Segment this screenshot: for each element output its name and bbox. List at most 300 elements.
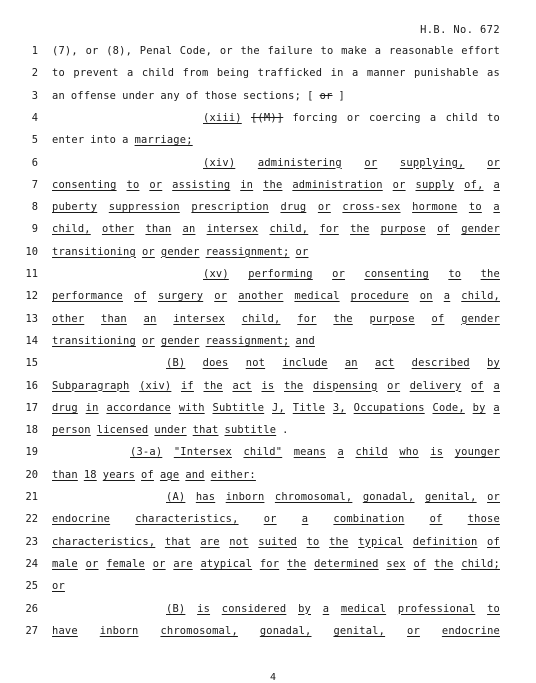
text-word: effort xyxy=(461,45,500,57)
text-word: or xyxy=(85,45,99,57)
text-word: make xyxy=(341,45,367,57)
underlined-text: years xyxy=(102,468,136,481)
underlined-text: gender xyxy=(461,312,500,325)
bill-number-header: H.B. No. 672 xyxy=(420,24,500,36)
text-word: failure xyxy=(267,45,313,57)
underlined-text: the xyxy=(480,268,500,280)
line-text xyxy=(52,536,500,548)
line-text xyxy=(52,625,500,637)
underlined-text: administering xyxy=(257,156,342,169)
underlined-text: genital, xyxy=(333,624,386,637)
underlined-text: supply xyxy=(415,178,455,191)
underlined-text: (B) xyxy=(166,357,186,370)
underlined-text: considered xyxy=(221,602,287,615)
underlined-text: to xyxy=(448,268,462,280)
line-text xyxy=(166,491,500,503)
underlined-text: delivery xyxy=(409,379,462,392)
underlined-text: or xyxy=(149,178,163,191)
underlined-text: or xyxy=(364,156,378,169)
document-line xyxy=(0,469,536,485)
text-word: Code, xyxy=(179,45,213,57)
text-word: from xyxy=(182,67,209,80)
line-number: 5 xyxy=(31,134,38,147)
underlined-text: those xyxy=(467,513,500,526)
underlined-text: and xyxy=(295,334,315,347)
underlined-text: or xyxy=(141,245,155,258)
line-number: 6 xyxy=(31,156,38,169)
underlined-text: include xyxy=(282,357,328,370)
underlined-text: or xyxy=(487,491,500,503)
underlined-text: who xyxy=(399,446,419,459)
underlined-text: reassignment; xyxy=(205,334,290,347)
underlined-text: chromosomal, xyxy=(160,624,238,637)
text-word: (8), xyxy=(106,45,133,57)
underlined-text: that xyxy=(164,535,191,548)
underlined-text: gender xyxy=(160,334,200,347)
underlined-text: the xyxy=(263,178,283,191)
underlined-text: another xyxy=(238,290,284,303)
underlined-text: the xyxy=(329,535,349,548)
underlined-text: not xyxy=(245,357,266,370)
underlined-text: the xyxy=(286,557,307,570)
underlined-text: professional xyxy=(397,602,476,615)
text-word: punishable xyxy=(414,67,479,80)
text-word: manner xyxy=(366,67,406,80)
underlined-text: 3, xyxy=(332,401,346,414)
line-text xyxy=(52,90,500,102)
underlined-text: or xyxy=(332,268,346,280)
underlined-text: an xyxy=(344,357,358,370)
underlined-text: characteristics, xyxy=(52,535,156,548)
underlined-text: gonadal, xyxy=(362,491,415,503)
underlined-text: a xyxy=(301,513,309,526)
text-word: in xyxy=(330,67,344,80)
document-line xyxy=(0,290,536,306)
underlined-text: described xyxy=(411,357,470,370)
line-text xyxy=(52,380,500,392)
underlined-text: or xyxy=(387,379,401,392)
underlined-text: female xyxy=(106,557,145,570)
underlined-text: intersex xyxy=(173,312,225,325)
underlined-text: administration xyxy=(292,178,383,191)
text-word: any xyxy=(160,89,180,102)
underlined-text: (xiii) xyxy=(203,111,242,124)
underlined-text: with xyxy=(178,401,205,414)
underlined-text: typical xyxy=(358,535,404,548)
line-number: 21 xyxy=(25,491,38,503)
underlined-text: by xyxy=(472,401,486,414)
underlined-text: in xyxy=(240,178,254,191)
document-line xyxy=(0,313,536,329)
underlined-text: suppression xyxy=(108,201,180,214)
underlined-text: inborn xyxy=(99,624,139,637)
underlined-text: 18 xyxy=(83,468,97,481)
underlined-text: an xyxy=(182,223,196,236)
text-word: trafficked xyxy=(257,67,323,80)
line-number: 26 xyxy=(25,602,38,615)
line-text xyxy=(130,446,500,458)
line-text xyxy=(52,335,500,347)
underlined-text: of xyxy=(431,312,445,325)
underlined-text: by xyxy=(487,357,500,370)
underlined-text: a xyxy=(493,379,500,392)
underlined-text: either: xyxy=(210,468,256,481)
underlined-text: the xyxy=(350,223,370,236)
document-line xyxy=(0,201,536,217)
underlined-text: are xyxy=(173,557,193,570)
underlined-text: for xyxy=(259,557,280,570)
line-text xyxy=(52,45,500,57)
underlined-text: of xyxy=(141,468,154,481)
underlined-text: means xyxy=(293,446,326,459)
underlined-text: Subparagraph xyxy=(52,379,130,392)
line-text xyxy=(52,201,500,213)
line-text xyxy=(52,246,500,258)
underlined-text: to xyxy=(468,201,482,214)
line-text xyxy=(203,157,500,169)
underlined-text: or xyxy=(52,580,65,593)
underlined-text: combination xyxy=(333,513,405,526)
underlined-text: a xyxy=(493,401,500,414)
line-text xyxy=(52,179,500,191)
underlined-text: intersex xyxy=(206,223,259,236)
line-text xyxy=(52,424,500,436)
line-text xyxy=(52,67,500,79)
underlined-text: child, xyxy=(52,223,91,236)
text-word: a xyxy=(127,67,134,80)
document-line xyxy=(0,335,536,351)
line-text xyxy=(52,558,500,570)
underlined-text: child, xyxy=(269,223,309,236)
underlined-text: puberty xyxy=(52,201,98,214)
underlined-text: a xyxy=(493,178,500,191)
text-word: coercing xyxy=(369,111,421,124)
underlined-text: has xyxy=(195,491,216,503)
document-line xyxy=(0,402,536,418)
underlined-text: or xyxy=(214,290,228,303)
text-word: ] xyxy=(338,89,345,102)
text-word: to xyxy=(52,67,65,80)
line-number: 18 xyxy=(25,424,38,437)
underlined-text: does xyxy=(202,357,229,370)
line-number: 10 xyxy=(25,245,38,258)
line-number: 14 xyxy=(25,334,38,347)
underlined-text: of xyxy=(413,557,427,570)
underlined-text: drug xyxy=(280,201,307,214)
text-word: under xyxy=(122,89,155,102)
underlined-text: medical xyxy=(294,290,340,303)
underlined-text: other xyxy=(52,312,85,325)
underlined-text: if xyxy=(180,379,194,392)
underlined-text: Occupations xyxy=(353,401,425,414)
underlined-text: J, xyxy=(272,401,285,414)
underlined-text: Title xyxy=(292,401,326,414)
document-line xyxy=(0,357,536,373)
underlined-text: hormone xyxy=(412,201,458,214)
underlined-text: child" xyxy=(243,446,283,459)
line-number: 15 xyxy=(25,357,38,370)
text-word: or xyxy=(219,45,233,57)
line-number: 24 xyxy=(25,557,38,570)
underlined-text: or xyxy=(487,156,500,169)
document-line xyxy=(0,268,536,284)
underlined-text: inborn xyxy=(225,491,265,503)
underlined-text: under xyxy=(154,424,187,437)
line-number: 1 xyxy=(31,45,38,57)
document-line xyxy=(0,112,536,128)
underlined-text: a xyxy=(337,446,344,459)
underlined-text: (xiv) xyxy=(139,379,172,392)
underlined-text: to xyxy=(306,535,320,548)
underlined-text: or xyxy=(317,201,331,214)
text-word: the xyxy=(240,45,260,57)
underlined-text: or xyxy=(407,624,420,637)
underlined-text: person xyxy=(52,424,91,437)
text-word: reasonable xyxy=(388,45,454,57)
underlined-text: supplying, xyxy=(399,156,465,169)
document-line xyxy=(0,67,536,83)
underlined-text: that xyxy=(192,424,219,437)
underlined-text: (A) xyxy=(166,491,186,503)
underlined-text: performing xyxy=(248,268,313,280)
line-number: 11 xyxy=(25,268,38,280)
text-word: or xyxy=(346,111,360,124)
underlined-text: an xyxy=(143,312,157,325)
line-number: 27 xyxy=(25,624,38,637)
document-line xyxy=(0,513,536,529)
underlined-text: child xyxy=(355,446,388,459)
underlined-text: or xyxy=(263,513,277,526)
text-word: a xyxy=(122,134,129,147)
text-word: Penal xyxy=(139,45,173,57)
line-text xyxy=(203,268,500,280)
line-text xyxy=(52,290,500,302)
line-number: 16 xyxy=(25,379,38,392)
underlined-text: suited xyxy=(258,535,297,548)
page-number: 4 xyxy=(270,672,277,683)
text-word: into xyxy=(90,134,117,147)
underlined-text: on xyxy=(419,290,433,303)
underlined-text: gender xyxy=(160,245,200,258)
line-number: 22 xyxy=(25,513,38,526)
document-line xyxy=(0,558,536,574)
underlined-text: prescription xyxy=(191,201,269,214)
underlined-text: for xyxy=(319,223,339,236)
underlined-text: purpose xyxy=(380,223,426,236)
struck-text: [(M)] xyxy=(250,111,284,124)
underlined-text: Subtitle xyxy=(212,401,265,414)
underlined-text: performance xyxy=(52,290,124,303)
text-word: [ xyxy=(307,89,314,102)
line-number: 17 xyxy=(25,401,38,414)
line-number: 3 xyxy=(31,89,38,102)
underlined-text: the xyxy=(333,312,353,325)
underlined-text: is xyxy=(261,379,275,392)
underlined-text: medical xyxy=(340,602,387,615)
text-word: of xyxy=(185,89,199,102)
underlined-text: for xyxy=(297,312,317,325)
underlined-text: of, xyxy=(464,178,484,191)
underlined-text: are xyxy=(200,535,220,548)
underlined-text: is xyxy=(197,602,211,615)
underlined-text: than xyxy=(52,468,78,481)
underlined-text: (3-a) xyxy=(130,446,163,459)
line-text xyxy=(52,469,500,481)
underlined-text: male xyxy=(52,557,78,570)
text-word: to xyxy=(487,111,500,124)
underlined-text: transitioning xyxy=(52,334,136,347)
line-text xyxy=(52,134,500,146)
underlined-text: endocrine xyxy=(52,513,111,526)
text-word: (7), xyxy=(52,45,78,57)
underlined-text: have xyxy=(52,624,78,637)
line-text xyxy=(52,313,500,325)
underlined-text: chromosomal, xyxy=(274,491,353,503)
underlined-text: child, xyxy=(241,312,281,325)
underlined-text: a xyxy=(493,201,500,214)
underlined-text: not xyxy=(229,535,249,548)
line-number: 13 xyxy=(25,312,38,325)
underlined-text: in xyxy=(85,401,99,414)
underlined-text: the xyxy=(434,557,454,570)
text-word: a xyxy=(429,111,437,124)
text-word: being xyxy=(216,67,250,80)
underlined-text: (B) xyxy=(166,602,186,615)
text-word: an xyxy=(52,89,65,102)
text-word: those xyxy=(204,89,237,102)
underlined-text: transitioning xyxy=(52,245,136,258)
underlined-text: endocrine xyxy=(441,624,500,637)
line-text xyxy=(166,357,500,369)
underlined-text: (xiv) xyxy=(203,156,236,169)
underlined-text: gender xyxy=(461,223,500,236)
line-text xyxy=(166,603,500,615)
underlined-text: of xyxy=(437,223,450,236)
underlined-text: child, xyxy=(461,290,500,303)
line-number: 12 xyxy=(25,290,38,303)
line-text xyxy=(52,513,500,525)
struck-text: or xyxy=(319,89,333,102)
document-line xyxy=(0,90,536,106)
underlined-text: subtitle xyxy=(224,424,277,437)
underlined-text: determined xyxy=(314,557,379,570)
text-word: . xyxy=(282,424,289,437)
underlined-text: the xyxy=(284,379,304,392)
underlined-text: marriage; xyxy=(134,134,193,147)
text-word: a xyxy=(351,67,359,80)
underlined-text: cross-sex xyxy=(342,201,401,214)
underlined-text: to xyxy=(126,178,140,191)
document-line xyxy=(0,446,536,462)
underlined-text: child; xyxy=(461,557,500,570)
line-text xyxy=(52,223,500,235)
line-number: 19 xyxy=(25,446,38,459)
underlined-text: age xyxy=(159,468,180,481)
line-number: 4 xyxy=(31,111,38,124)
underlined-text: or xyxy=(295,245,309,258)
line-number: 23 xyxy=(25,535,38,548)
underlined-text: or xyxy=(392,178,406,191)
underlined-text: genital, xyxy=(424,491,477,503)
document-line xyxy=(0,625,536,641)
document-line xyxy=(0,603,536,619)
underlined-text: atypical xyxy=(200,557,253,570)
underlined-text: accordance xyxy=(106,401,171,414)
document-line xyxy=(0,536,536,552)
underlined-text: (xv) xyxy=(203,268,229,280)
line-number: 8 xyxy=(31,201,38,214)
underlined-text: a xyxy=(322,602,330,615)
underlined-text: consenting xyxy=(364,268,429,280)
underlined-text: definition xyxy=(412,535,478,548)
document-line xyxy=(0,157,536,173)
underlined-text: act xyxy=(375,357,395,370)
underlined-text: assisting xyxy=(172,178,231,191)
underlined-text: characteristics, xyxy=(135,513,239,526)
line-number: 2 xyxy=(31,67,38,80)
underlined-text: is xyxy=(430,446,444,459)
underlined-text: to xyxy=(487,602,500,615)
document-line xyxy=(0,179,536,195)
underlined-text: procedure xyxy=(350,290,409,303)
document-line xyxy=(0,580,536,596)
underlined-text: younger xyxy=(454,446,500,459)
document-line xyxy=(0,223,536,239)
underlined-text: of xyxy=(487,535,500,548)
underlined-text: or xyxy=(85,557,99,570)
line-text xyxy=(203,112,500,124)
underlined-text: act xyxy=(232,379,252,392)
underlined-text: a xyxy=(443,290,451,303)
underlined-text: drug xyxy=(52,401,78,414)
text-word: offense xyxy=(70,89,117,102)
line-number: 25 xyxy=(25,580,38,593)
text-word: to xyxy=(320,45,334,57)
line-number: 20 xyxy=(25,468,38,481)
text-word: sections; xyxy=(242,89,302,102)
underlined-text: than xyxy=(101,312,127,325)
underlined-text: and xyxy=(185,468,205,481)
underlined-text: dispensing xyxy=(312,379,378,392)
underlined-text: gonadal, xyxy=(259,624,312,637)
underlined-text: by xyxy=(298,602,311,615)
underlined-text: of xyxy=(134,290,147,303)
line-number: 7 xyxy=(31,178,38,191)
underlined-text: reassignment; xyxy=(205,245,290,258)
line-number: 9 xyxy=(31,223,38,236)
text-word: a xyxy=(374,45,382,57)
text-word: child xyxy=(445,111,478,124)
document-line xyxy=(0,491,536,507)
underlined-text: surgery xyxy=(158,290,204,303)
underlined-text: of xyxy=(470,379,484,392)
underlined-text: licensed xyxy=(96,424,149,437)
underlined-text: of xyxy=(429,513,443,526)
underlined-text: purpose xyxy=(369,312,415,325)
text-word: enter xyxy=(52,134,85,147)
text-word: prevent xyxy=(73,67,119,80)
underlined-text: or xyxy=(152,557,166,570)
document-line xyxy=(0,424,536,440)
underlined-text: Code, xyxy=(432,401,465,414)
underlined-text: or xyxy=(141,334,155,347)
document-line xyxy=(0,246,536,262)
document-line xyxy=(0,134,536,150)
underlined-text: other xyxy=(101,223,135,236)
text-word: child xyxy=(141,67,175,80)
underlined-text: consenting xyxy=(52,178,117,191)
line-text xyxy=(52,580,500,592)
